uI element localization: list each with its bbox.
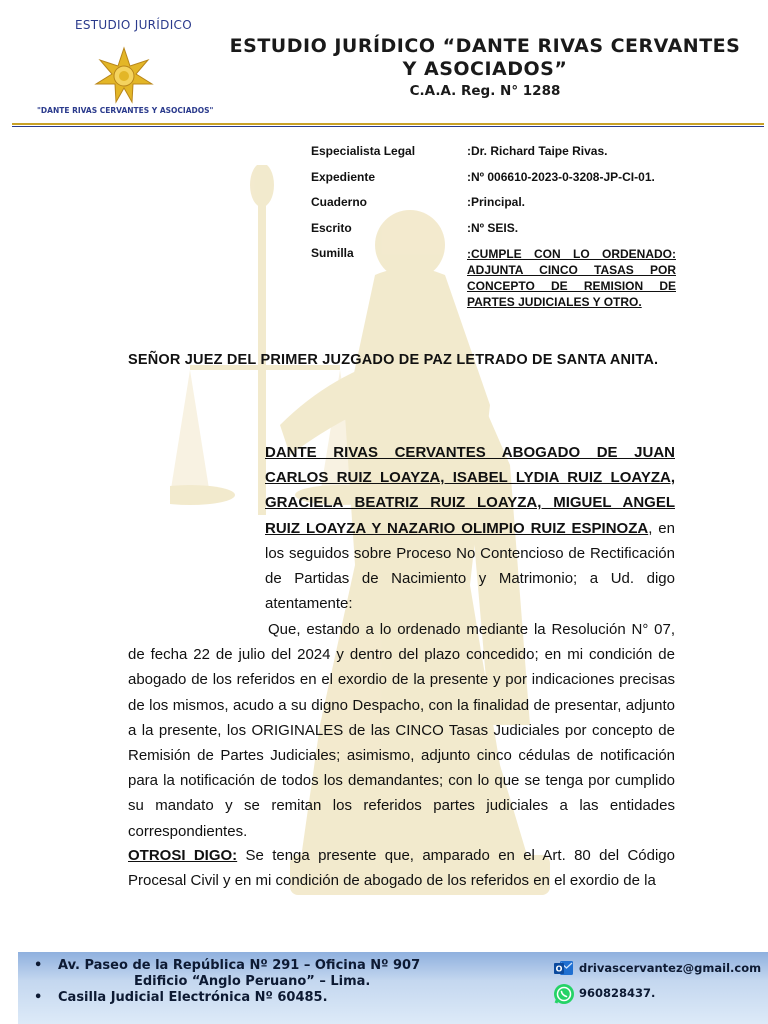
footer-address [34, 958, 420, 990]
label-expediente: Expediente [311, 170, 376, 184]
outlook-mail-icon [553, 958, 574, 978]
title-line-1: ESTUDIO JURÍDICO “DANTE RIVAS CERVANTES [229, 35, 741, 57]
registration-number: C.A.A. Reg. N° 1288 [409, 83, 561, 99]
value-expediente: :Nº 006610-2023-0-3208-JP-CI-01. [467, 170, 655, 184]
value-escrito: :Nº SEIS. [467, 221, 519, 235]
label-especialista: Especialista Legal [311, 144, 416, 158]
bullet: • [34, 990, 43, 1005]
value-especialista: :Dr. Richard Taipe Rivas. [467, 144, 608, 158]
casilla-text: Casilla Judicial Electrónica Nº 60485. [58, 990, 328, 1005]
value-sumilla: :CUMPLE CON LO ORDENADO: ADJUNTA CINCO TASAS POR CONCEPTO DE REMISION DE PARTES JUDICIALES Y OTRO. [467, 247, 676, 309]
page-title [210, 35, 760, 81]
label-cuaderno: Cuaderno [311, 195, 368, 209]
otrosi-text: Se tenga presente que, amparado en el Art. 80 del Código Procesal Civil y en mi condición de abogado de los referidos en el exordio de la [128, 847, 675, 890]
label-escrito: Escrito [311, 221, 352, 235]
otrosi-paragraph [128, 843, 675, 893]
gold-star-seal-icon [92, 46, 156, 104]
address-line-2: Edificio “Anglo Peruano” – Lima. [134, 974, 371, 989]
bullet: • [34, 958, 43, 973]
title-line-2: Y ASOCIADOS” [402, 58, 568, 80]
logo-firm-name: ESTUDIO JURÍDICO [75, 18, 192, 32]
header-divider-thin [12, 126, 764, 127]
footer-casilla [34, 990, 420, 1006]
address-line-1: Av. Paseo de la República Nº 291 – Oficina Nº 907 [58, 958, 421, 973]
whatsapp-icon [553, 983, 575, 1005]
phone-number[interactable]: 960828437. [579, 986, 656, 1000]
value-cuaderno: :Principal. [467, 195, 526, 209]
otrosi-label: OTROSI DIGO: [128, 847, 238, 864]
header-divider [12, 123, 764, 125]
intro-paragraph [265, 440, 675, 616]
main-paragraph: Que, estando a lo ordenado mediante la Resolución N° 07, de fecha 22 de julio del 2024 y dentro del plazo concedido; en mi condición de abogado de los referidos en el exordio de la presente y por indicaciones precisas de los mismos, acudo a su digno Despacho, con la finalidad de presentar, adjunto a la presente, los ORIGINALES de las CINCO Tasas Judiciales por concepto de Remisión de Partes Judiciales; asimismo, adjunto cinco cédulas de notificación para la notificación de todos los demandantes; con lo que se tenga por cumplido su mandato y se remitan los referidos partes judiciales a las entidades correspondientes. [128, 621, 675, 840]
intro-rest: , en los seguidos sobre Proceso No Contencioso de Rectificación de Partidas de Nacimiento y Matrimonio; a Ud. digo atentamente: [265, 519, 675, 613]
footer-contact-list [34, 958, 420, 1006]
label-sumilla: Sumilla [311, 246, 354, 260]
email-address[interactable]: drivascervantez@gmail.com [579, 961, 762, 975]
addressee: SEÑOR JUEZ DEL PRIMER JUZGADO DE PAZ LETRADO DE SANTA ANITA. [128, 352, 659, 368]
logo-caption: "DANTE RIVAS CERVANTES Y ASOCIADOS" [37, 106, 214, 115]
svg-text:O: O [555, 964, 563, 974]
client-names: DANTE RIVAS CERVANTES ABOGADO DE JUAN CARLOS RUIZ LOAYZA, ISABEL LYDIA RUIZ LOAYZA, GRACIELA BEATRIZ RUIZ LOAYZA, MIGUEL ANGEL RUIZ LOAYZA Y NAZARIO OLIMPIO RUIZ ESPINOZA [265, 444, 675, 537]
